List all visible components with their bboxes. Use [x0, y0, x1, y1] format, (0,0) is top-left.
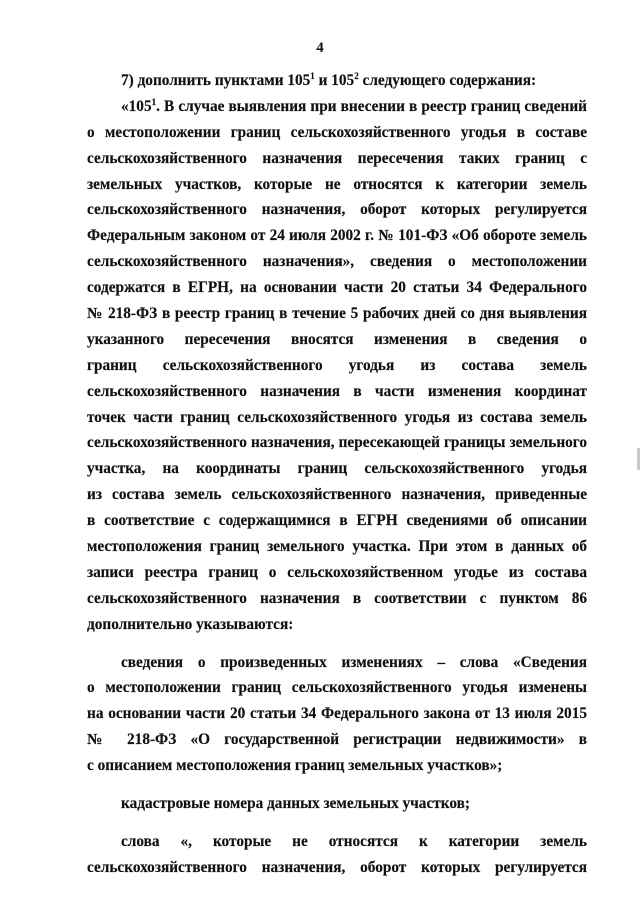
paragraph-line: сельскохозяйственного назначения, оборот которых регулируется	[87, 858, 587, 876]
paragraph-line: указанного пересечения вносятся изменения в сведения о	[87, 330, 587, 348]
paragraph-line: сельскохозяйственного назначения, пересекающей границы земельного	[87, 434, 587, 452]
paragraph-line	[87, 94, 587, 120]
paragraph-line: сведения о произведенных изменениях – слова «Сведения	[121, 653, 587, 671]
paragraph-line: сельскохозяйственного назначения», сведения о местоположении	[87, 253, 587, 271]
paragraph-line: на основании части 20 статьи 34 Федерального закона от 13 июля 2015	[87, 705, 587, 723]
heading-text: 7) дополнить пунктами 105	[121, 72, 311, 89]
paragraph-line: слова «, которые не относятся к категории земель	[121, 832, 587, 850]
paragraph-text: «105	[121, 97, 152, 115]
paragraph-line: дополнительно указываются:	[87, 615, 294, 633]
paragraph-line: записи реестра границ о сельскохозяйственном угодье из состава	[87, 563, 587, 581]
paragraph-line: № 218-ФЗ в реестр границ в течение 5 рабочих дней со дня выявления	[87, 305, 587, 323]
paragraph-line: сельскохозяйственного назначения, оборот которых регулируется	[87, 201, 587, 219]
paragraph-text: . В случае выявления при внесении в реестр границ сведений	[156, 97, 587, 115]
paragraph-line: точек части границ сельскохозяйственного угодья из состава земель	[87, 408, 587, 426]
page-number: 4	[316, 40, 324, 56]
paragraph-line: с описанием местоположения границ земельных участков»;	[87, 757, 503, 775]
paragraph-line: из состава земель сельскохозяйственного назначения, приведенные	[87, 486, 587, 504]
document-body	[87, 68, 587, 881]
paragraph-line: сельскохозяйственного назначения в соответствии с пунктом 86	[87, 589, 587, 607]
paragraph-line: сельскохозяйственного назначения в части изменения координат	[87, 382, 587, 400]
paragraph-line: границ сельскохозяйственного угодья из состава земель	[87, 356, 587, 374]
paragraph-2	[87, 675, 587, 753]
superscript: 2	[354, 71, 359, 81]
paragraph-line: местоположения границ земельного участка. При этом в данных об	[87, 538, 587, 556]
paragraph-line: содержатся в ЕГРН, на основании части 20 статьи 34 Федерального	[87, 279, 587, 297]
paragraph-line: кадастровые номера данных земельных участков;	[121, 795, 470, 813]
paragraph-1	[87, 120, 587, 612]
paragraph-line: о местоположении границ сельскохозяйственного угодья в составе	[87, 123, 587, 141]
heading-text: и 105	[314, 72, 355, 89]
paragraph-line: Федеральным законом от 24 июля 2002 г. № 101-ФЗ «Об обороте земель	[87, 227, 587, 245]
heading-text: следующего содержания:	[358, 72, 537, 89]
paragraph-line: в соответствие с содержащимися в ЕГРН сведениями об описании	[87, 512, 587, 530]
section-heading	[87, 68, 587, 94]
paragraph-line: о местоположении границ сельскохозяйственного угодья изменены	[87, 679, 587, 697]
superscript: 1	[310, 71, 315, 81]
paragraph-line: № 218-ФЗ «О государственной регистрации недвижимости» в	[87, 731, 587, 749]
superscript: 1	[151, 96, 157, 107]
paragraph-4	[87, 855, 587, 881]
paragraph-line: участка, на координаты границ сельскохозяйственного угодья	[87, 460, 587, 478]
paragraph-line: земельных участков, которые не относятся к категории земель	[87, 175, 587, 193]
paragraph-line: сельскохозяйственного назначения пересечения таких границ с	[87, 149, 587, 167]
